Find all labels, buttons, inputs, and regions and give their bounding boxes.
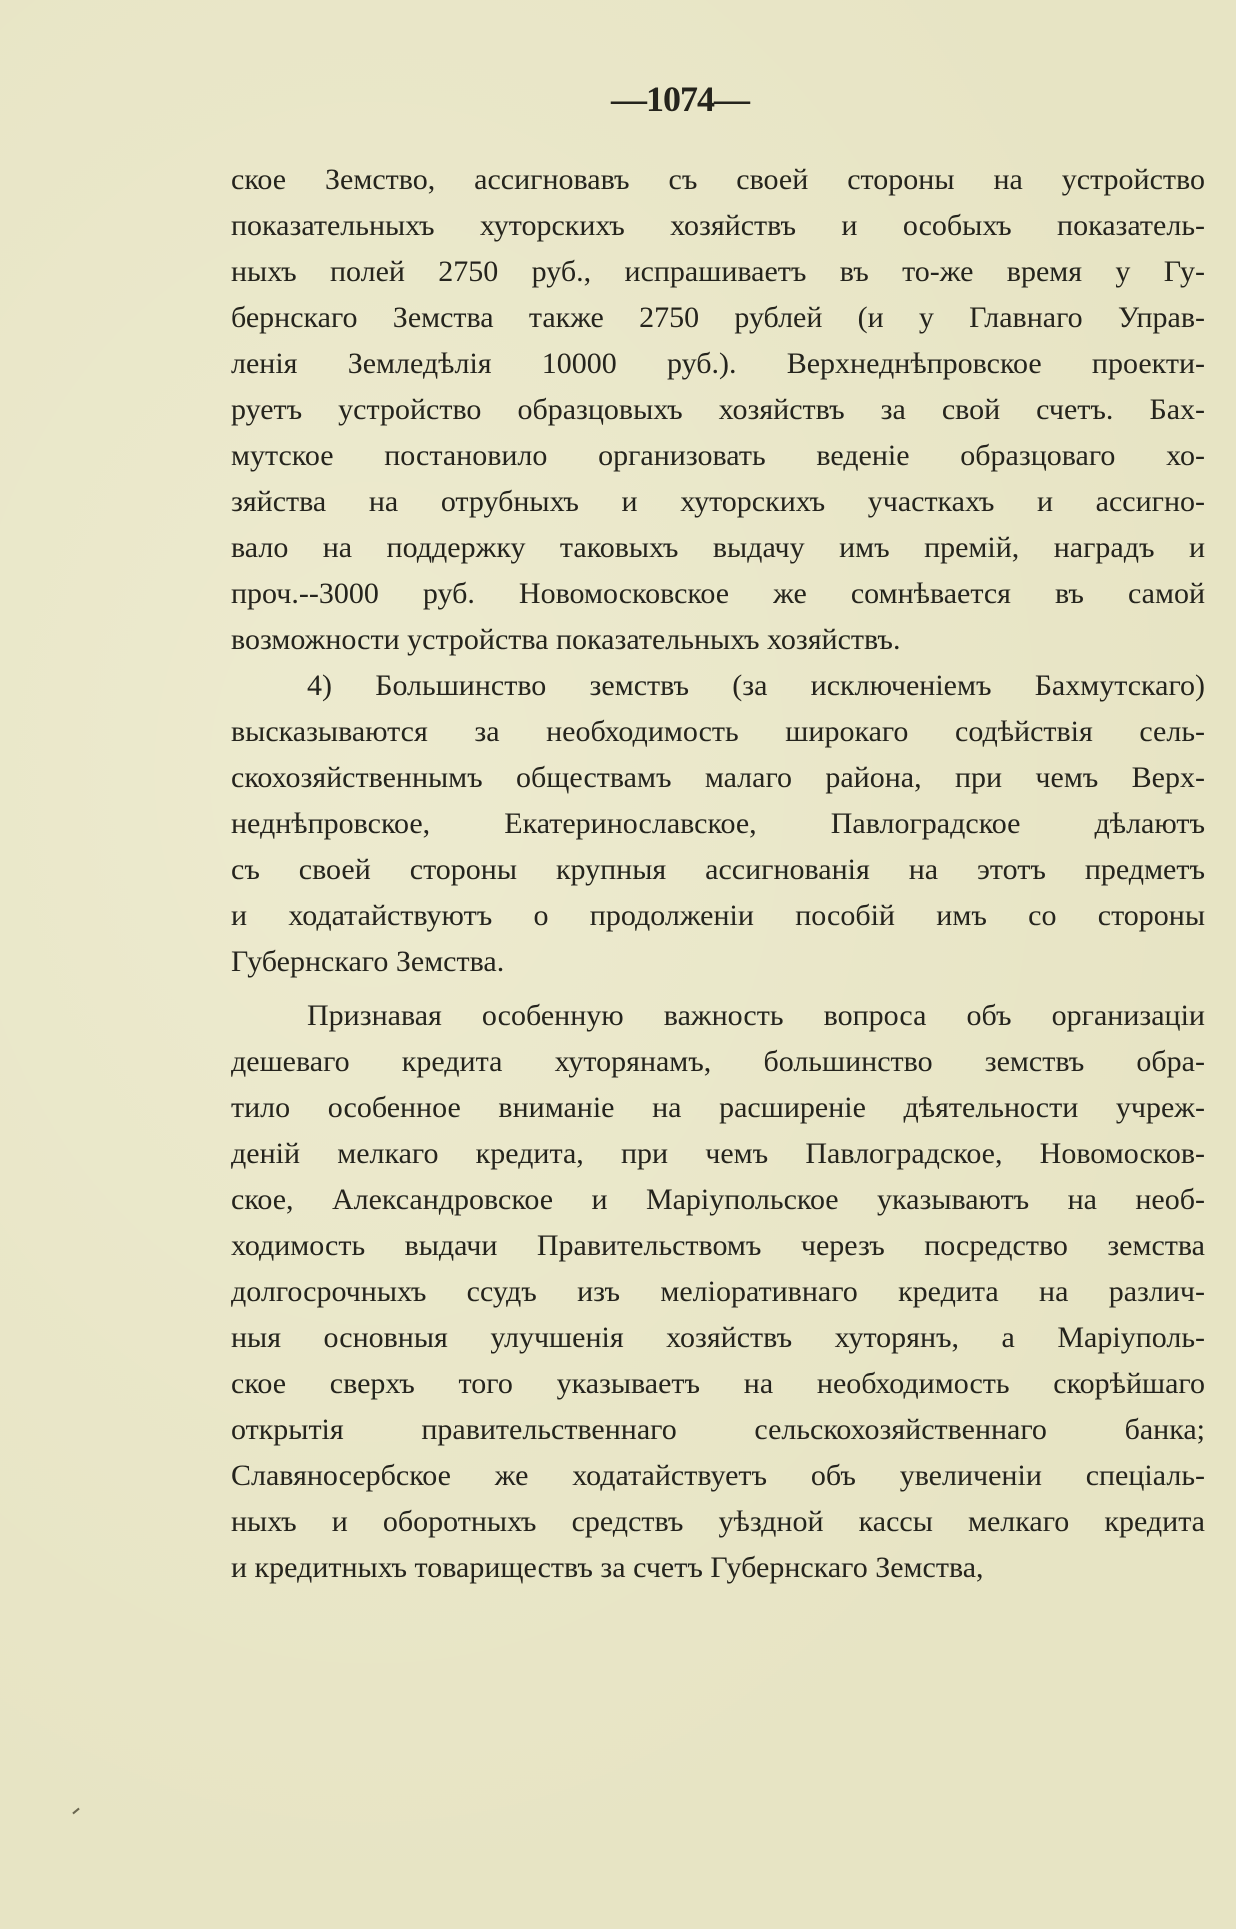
text-line: ское сверхъ того указываетъ на необходимость скорѣйшаго xyxy=(231,1367,1205,1400)
text-line: мутское постановило организовать веденіе образцоваго хо- xyxy=(231,439,1205,472)
paragraph-3 xyxy=(231,993,1205,1591)
text-line: дешеваго кредита хуторянамъ, большинство земствъ обра- xyxy=(231,1045,1205,1078)
text-line: ходимость выдачи Правительствомъ черезъ посредство земства xyxy=(231,1229,1205,1262)
paragraph-1 xyxy=(231,157,1205,663)
text-line: возможности устройства показательныхъ хозяйствъ. xyxy=(231,623,901,656)
text-line: и кредитныхъ товариществъ за счетъ Губернскаго Земства, xyxy=(231,1551,984,1584)
text-line: высказываются за необходимость широкаго содѣйствія сель- xyxy=(231,715,1205,748)
text-line: ныхъ и оборотныхъ средствъ уѣздной кассы мелкаго кредита xyxy=(231,1505,1205,1538)
text-line: тило особенное вниманіе на расширеніе дѣятельности учреж- xyxy=(231,1091,1205,1124)
text-line: показательныхъ хуторскихъ хозяйствъ и особыхъ показатель- xyxy=(231,209,1205,242)
text-line: бернскаго Земства также 2750 рублей (и у Главнаго Управ- xyxy=(231,301,1205,334)
text-line: скохозяйственнымъ обществамъ малаго района, при чемъ Верх- xyxy=(231,761,1205,794)
text-line: долгосрочныхъ ссудъ изъ меліоративнаго кредита на различ- xyxy=(231,1275,1205,1308)
text-line: съ своей стороны крупныя ассигнованія на этотъ предметъ xyxy=(231,853,1205,886)
margin-mark xyxy=(72,1808,79,1815)
text-line: вало на поддержку таковыхъ выдачу имъ премій, наградъ и xyxy=(231,531,1205,564)
text-line: зяйства на отрубныхъ и хуторскихъ участкахъ и ассигно- xyxy=(231,485,1205,518)
text-line: 4) Большинство земствъ (за исключеніемъ Бахмутскаго) xyxy=(307,669,1205,702)
text-line: деній мелкаго кредита, при чемъ Павлоградское, Новомосков- xyxy=(231,1137,1205,1170)
text-line: и ходатайствуютъ о продолженіи пособій имъ со стороны xyxy=(231,899,1205,932)
text-line: проч.--3000 руб. Новомосковское же сомнѣвается въ самой xyxy=(231,577,1205,610)
text-line: ленія Земледѣлія 10000 руб.). Верхнеднѣпровское проекти- xyxy=(231,347,1205,380)
text-line: ское Земство, ассигновавъ съ своей стороны на устройство xyxy=(231,163,1205,196)
body-text xyxy=(231,157,1205,1591)
text-line: открытія правительственнаго сельскохозяйственнаго банка; xyxy=(231,1413,1205,1446)
paragraph-2 xyxy=(231,663,1205,985)
text-line: ныя основныя улучшенія хозяйствъ хуторянъ, а Маріуполь- xyxy=(231,1321,1205,1354)
text-line: Губернскаго Земства. xyxy=(231,945,505,978)
text-line: ныхъ полей 2750 руб., испрашиваетъ въ то-же время у Гу- xyxy=(231,255,1205,288)
text-line: неднѣпровское, Екатеринославское, Павлоградское дѣлаютъ xyxy=(231,807,1205,840)
text-line: Славяносербское же ходатайствуетъ объ увеличеніи спеціаль- xyxy=(231,1459,1205,1492)
page-number: —1074— xyxy=(611,79,749,119)
text-line: ское, Александровское и Маріупольское указываютъ на необ- xyxy=(231,1183,1205,1216)
text-line: руетъ устройство образцовыхъ хозяйствъ за свой счетъ. Бах- xyxy=(231,393,1205,426)
text-line: Признавая особенную важность вопроса объ организаціи xyxy=(307,999,1205,1032)
